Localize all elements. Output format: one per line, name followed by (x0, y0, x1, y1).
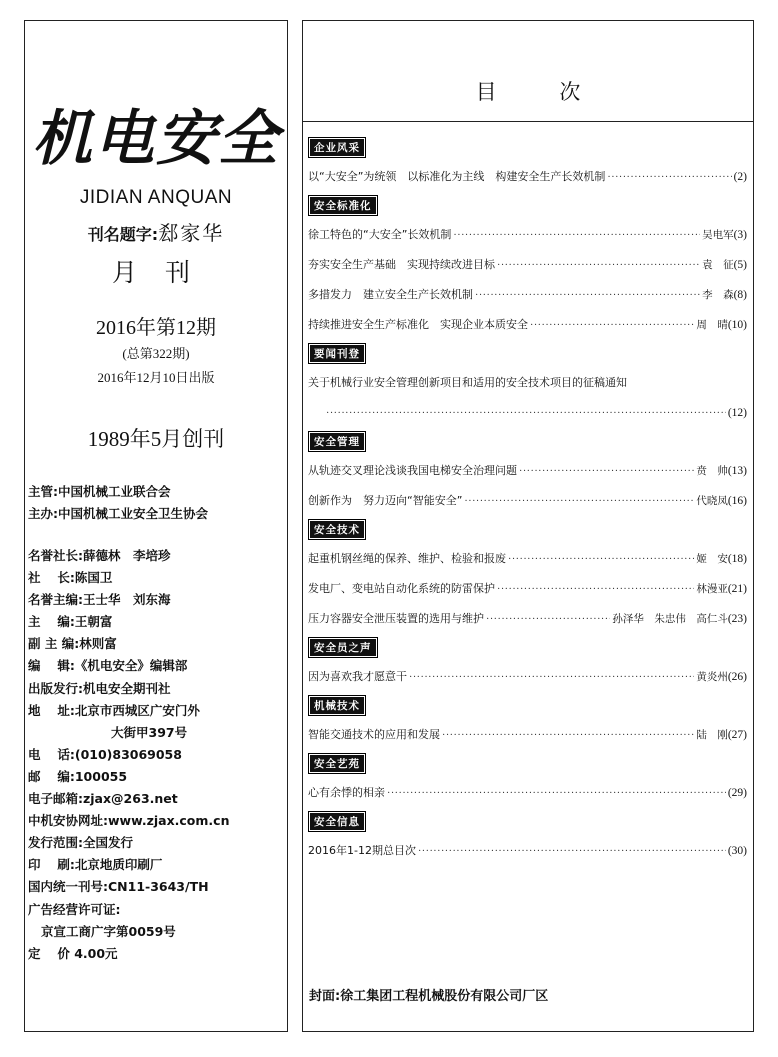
masthead-line: 电子邮箱:zjax@263.net (28, 791, 178, 807)
toc-entry[interactable] (308, 162, 747, 192)
toc-entry[interactable] (308, 280, 747, 310)
masthead-line: 邮 编:100055 (28, 768, 128, 784)
toc-entry-page: (18) (727, 553, 747, 565)
section-tag: 安全技术 (308, 519, 366, 540)
toc-entry[interactable] (308, 456, 747, 486)
sponsor-line: 主办:中国机械工业安全卫生协会 (28, 506, 208, 522)
leader-dots (497, 575, 694, 605)
toc-entry-title: 夯实安全生产基础 实现持续改进目标 (308, 258, 495, 271)
toc-entry[interactable] (308, 486, 747, 516)
cover-note: 封面:徐工集团工程机械股份有限公司厂区 (309, 989, 549, 1004)
toc-entry-author: 袁 征 (702, 259, 734, 271)
toc-entry-title: 从轨迹交叉理论浅谈我国电梯安全治理问题 (308, 464, 517, 477)
section-tag: 安全员之声 (308, 637, 378, 658)
toc-entry[interactable] (308, 720, 747, 750)
section-tag: 安全管理 (308, 431, 366, 452)
founded-date: 1989年5月创刊 (87, 427, 225, 451)
toc-entry[interactable] (308, 662, 747, 692)
leader-dots (464, 487, 694, 517)
calligrapher-name: 郄家华 (158, 221, 225, 245)
calligraphy-label: 刊名题字: (87, 225, 159, 244)
masthead-line: 名誉主编:王士华 刘东海 (28, 592, 171, 608)
journal-title: 机电安全 (32, 104, 280, 174)
toc-entry-title: 创新作为 努力迈向“智能安全” (308, 494, 463, 507)
toc-entry[interactable] (308, 604, 747, 634)
toc-entry-page: (3) (733, 229, 747, 241)
toc-entry-title: 起重机钢丝绳的保养、维护、检验和报废 (308, 552, 506, 565)
leader-dots (486, 605, 610, 635)
leader-dots (387, 779, 726, 809)
toc-entry-author: 陆 刚 (696, 729, 728, 741)
toc-entry[interactable] (308, 250, 747, 280)
issue-number: 2016年第12期 (96, 317, 216, 339)
toc-entry-title: 持续推进安全生产标准化 实现企业本质安全 (308, 318, 528, 331)
toc-entry-page: (10) (727, 319, 747, 331)
toc-entry[interactable] (308, 778, 747, 808)
toc-entry-page: (13) (727, 465, 747, 477)
toc-entry-author: 周 晴 (696, 319, 728, 331)
toc-entry-title: 多措发力 建立安全生产长效机制 (308, 288, 473, 301)
toc-entry-page: (8) (733, 289, 747, 301)
toc-entry-author: 代晓凤 (696, 495, 728, 507)
toc-heading: 目 次 (475, 80, 609, 104)
leader-dots (519, 457, 694, 487)
masthead-line: 主 编:王朝富 (28, 614, 113, 630)
sponsor-line: 主管:中国机械工业联合会 (28, 484, 171, 499)
toc-entry-title: 压力容器安全泄压装置的选用与维护 (308, 612, 484, 625)
toc-entry-page: (16) (727, 495, 747, 507)
masthead-line: 中机安协网址:www.zjax.com.cn (28, 813, 230, 829)
sponsor-block (28, 481, 286, 525)
leader-dots (508, 545, 694, 575)
toc-entry-title: 关于机械行业安全管理创新项目和适用的安全技术项目的征稿通知 (308, 376, 627, 389)
masthead-line: 编 辑:《机电安全》编辑部 (28, 658, 188, 674)
toc-entry[interactable] (308, 574, 747, 604)
section-tag: 安全信息 (308, 811, 366, 832)
section-tag: 企业风采 (308, 137, 366, 158)
calligraphy-credit (25, 217, 287, 246)
toc-entry-page: (2) (733, 171, 747, 183)
toc-entry-title: 以“大安全”为统领 以标准化为主线 构建安全生产长效机制 (308, 170, 606, 183)
frequency-label: 月 刊 (112, 258, 200, 287)
leader-dots (326, 399, 726, 429)
leader-dots (453, 221, 700, 251)
toc-entry-author: 孙泽华 朱忠伟 高仁斗 (612, 613, 728, 625)
section-tag: 安全标准化 (308, 195, 378, 216)
leader-dots (409, 663, 694, 693)
masthead-line: 印 刷:北京地质印刷厂 (28, 857, 163, 873)
toc-entry-page: (30) (727, 845, 747, 857)
toc-entry-title: 心有余悸的相亲 (308, 786, 385, 799)
journal-pinyin: JIDIAN ANQUAN (79, 187, 233, 208)
toc-entry[interactable] (308, 368, 747, 398)
editorial-info-block (28, 545, 286, 965)
toc-entry-title: 徐工特色的“大安全”长效机制 (308, 228, 452, 241)
masthead-line: 副 主 编:林则富 (28, 636, 117, 652)
leader-dots (607, 163, 731, 193)
toc-entry-page: (21) (727, 583, 747, 595)
toc-entry[interactable] (308, 836, 747, 866)
masthead-line: 社 长:陈国卫 (28, 570, 113, 586)
toc-entry-author: 李 森 (702, 289, 734, 301)
masthead-panel (24, 20, 288, 1032)
toc-entry[interactable] (308, 544, 747, 574)
toc-entry-author: 贲 帅 (696, 465, 728, 477)
masthead-line: 名誉社长:薛德林 李培珍 (28, 548, 171, 563)
toc-entry-title: 2016年1-12期总目次 (308, 844, 416, 857)
toc-entry-title: 发电厂、变电站自动化系统的防雷保护 (308, 582, 495, 595)
masthead-line: 发行范围:全国发行 (28, 835, 133, 851)
masthead-line: 出版发行:机电安全期刊社 (28, 680, 171, 696)
toc-entry-author: 林漫亚 (696, 583, 728, 595)
leader-dots (442, 721, 694, 751)
toc-entry-author: 黄炎州 (696, 671, 728, 683)
masthead-line: 大街甲397号 (111, 724, 188, 740)
toc-entry-author: 吴电军 (702, 229, 734, 241)
toc-entry-page: (12) (727, 407, 747, 419)
toc-entry-page: (26) (727, 671, 747, 683)
toc-entry-page: (23) (727, 613, 747, 625)
table-of-contents-panel (302, 20, 754, 1032)
toc-entry-continuation[interactable] (308, 398, 747, 428)
toc-divider (303, 121, 753, 122)
masthead-line: 国内统一刊号:CN11-3643/TH (28, 879, 209, 895)
toc-list (308, 134, 747, 866)
toc-entry-page: (29) (727, 787, 747, 799)
toc-entry-page: (27) (727, 729, 747, 741)
leader-dots (418, 837, 726, 867)
leader-dots (497, 251, 700, 281)
section-tag: 安全艺苑 (308, 753, 366, 774)
toc-entry[interactable] (308, 220, 747, 250)
section-tag: 机械技术 (308, 695, 366, 716)
total-issue-number: (总第322期) (122, 346, 190, 361)
masthead-line: 京宣工商广字第0059号 (41, 923, 176, 939)
toc-entry-page: (5) (733, 259, 747, 271)
toc-entry-title: 智能交通技术的应用和发展 (308, 728, 440, 741)
masthead-line: 电 话:(010)83069058 (28, 746, 182, 762)
publication-date: 2016年12月10日出版 (97, 370, 215, 385)
masthead-line: 定 价 4.00元 (28, 945, 118, 961)
toc-entry-title: 因为喜欢我才愿意干 (308, 670, 407, 683)
leader-dots (530, 311, 694, 341)
toc-entry[interactable] (308, 310, 747, 340)
masthead-line: 地 址:北京市西城区广安门外 (28, 702, 200, 718)
leader-dots (475, 281, 700, 311)
masthead-line: 广告经营许可证: (28, 901, 121, 917)
section-tag: 要闻刊登 (308, 343, 366, 364)
toc-entry-author: 姬 安 (696, 553, 728, 565)
